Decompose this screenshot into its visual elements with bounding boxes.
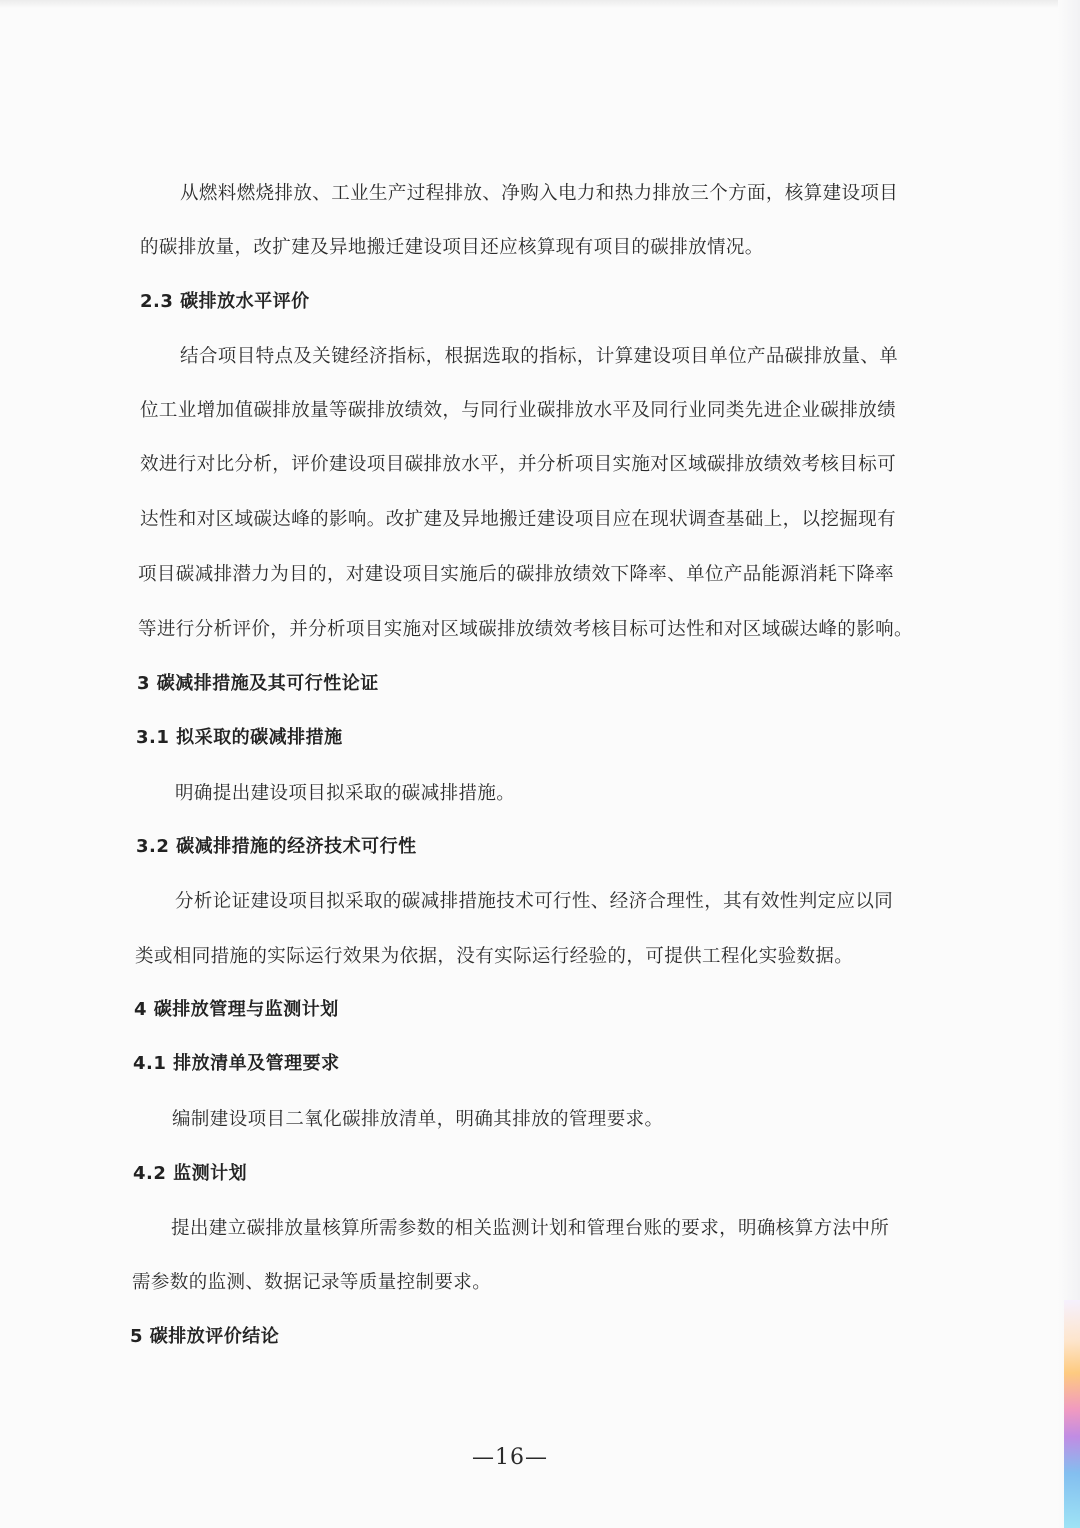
section-heading-3: 3 碳减排措施及其可行性论证: [137, 673, 379, 694]
paragraph-line: 的碳排放量，改扩建及异地搬迁建设项目还应核算现有项目的碳排放情况。: [140, 237, 764, 258]
section-heading-5: 5 碳排放评价结论: [130, 1326, 280, 1347]
paragraph-line: 从燃料燃烧排放、工业生产过程排放、净购入电力和热力排放三个方面，核算建设项目: [180, 183, 899, 204]
paragraph-line: 位工业增加值碳排放量等碳排放绩效，与同行业碳排放水平及同行业同类先进企业碳排放绩: [140, 400, 897, 421]
paragraph-line: 达性和对区域碳达峰的影响。改扩建及异地搬迁建设项目应在现状调查基础上，以挖掘现有: [140, 509, 897, 530]
scan-right-edge: [1058, 0, 1080, 1528]
paragraph-line: 效进行对比分析，评价建设项目碳排放水平，并分析项目实施对区域碳排放绩效考核目标可: [140, 454, 897, 475]
paragraph-line: 分析论证建设项目拟采取的碳减排措施技术可行性、经济合理性，其有效性判定应以同: [175, 891, 894, 912]
paragraph-line: 项目碳减排潜力为目的，对建设项目实施后的碳排放绩效下降率、单位产品能源消耗下降率: [138, 564, 895, 585]
paragraph-line: 编制建设项目二氧化碳排放清单，明确其排放的管理要求。: [172, 1109, 664, 1130]
section-heading-4: 4 碳排放管理与监测计划: [134, 999, 339, 1020]
paragraph-line: 类或相同措施的实际运行效果为依据，没有实际运行经验的，可提供工程化实验数据。: [135, 946, 854, 967]
section-heading-4-2: 4.2 监测计划: [133, 1163, 248, 1184]
paragraph-line: 结合项目特点及关键经济指标，根据选取的指标，计算建设项目单位产品碳排放量、单: [180, 346, 899, 367]
page-number: —16—: [472, 1445, 548, 1470]
section-heading-2-3: 2.3 碳排放水平评价: [140, 291, 310, 312]
section-heading-3-2: 3.2 碳减排措施的经济技术可行性: [136, 836, 417, 857]
paragraph-line: 等进行分析评价，并分析项目实施对区域碳排放绩效考核目标可达性和对区域碳达峰的影响。: [138, 619, 913, 640]
section-heading-4-1: 4.1 排放清单及管理要求: [133, 1053, 340, 1074]
paragraph-line: 需参数的监测、数据记录等质量控制要求。: [132, 1272, 492, 1293]
paragraph-line: 提出建立碳排放量核算所需参数的相关监测计划和管理台账的要求，明确核算方法中所: [171, 1218, 890, 1239]
paragraph-line: 明确提出建设项目拟采取的碳减排措施。: [175, 783, 516, 804]
section-heading-3-1: 3.1 拟采取的碳减排措施: [136, 727, 343, 748]
scan-color-strip: [1064, 1300, 1080, 1528]
scan-top-shadow: [0, 0, 1080, 8]
